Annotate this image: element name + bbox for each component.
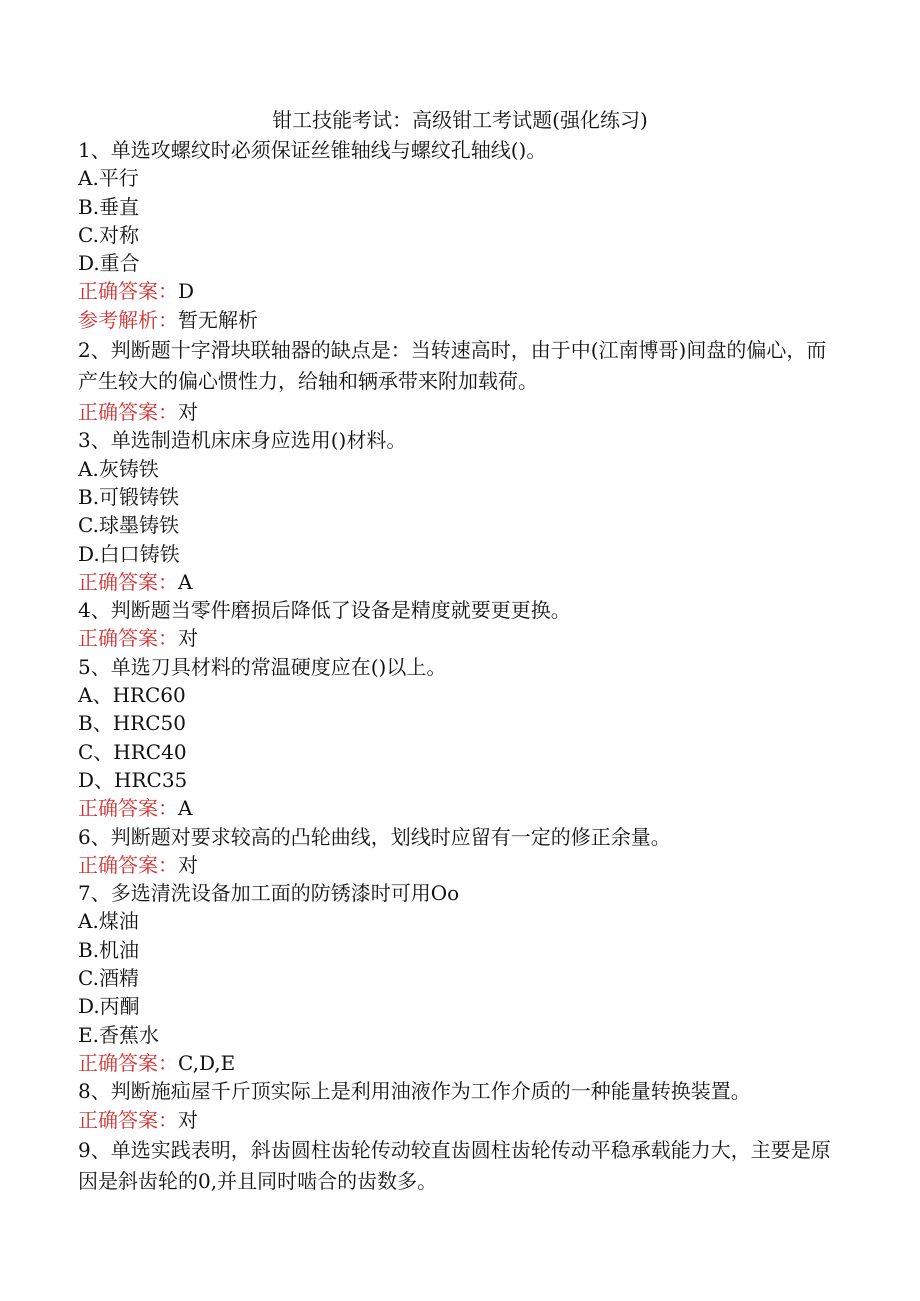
- answer-line: [78, 1106, 838, 1134]
- analysis-label: 参考解析：: [78, 307, 178, 332]
- option-line: B.垂直: [78, 194, 140, 219]
- answer-line: [78, 568, 838, 596]
- option-line: D.重合: [78, 251, 140, 276]
- answer-value: 对: [178, 852, 198, 877]
- option-line: A、HRC60: [78, 683, 186, 708]
- document-title: 钳工技能考试：高级钳工考试题(强化练习): [272, 108, 648, 132]
- option-line: D、HRC35: [78, 767, 188, 792]
- option-line: A.平行: [78, 166, 139, 191]
- answer-line: [78, 398, 838, 426]
- option-line: C、HRC40: [78, 739, 187, 764]
- answer-label: 正确答案：: [78, 400, 178, 425]
- answer-label: 正确答案：: [78, 852, 178, 877]
- answer-value: 对: [178, 626, 198, 651]
- question-stem: 7、多选清洗设备加工面的防锈漆时可用Oo: [78, 881, 460, 906]
- answer-value: A: [178, 569, 193, 594]
- answer-value: C,D,E: [178, 1050, 236, 1075]
- option-line: B.机油: [78, 937, 140, 962]
- analysis-value: 暂无解析: [178, 307, 258, 332]
- option-line: B.可锻铸铁: [78, 484, 180, 509]
- question-stem: 4、判断题当零件磨损后降低了设备是精度就要更更换。: [78, 598, 571, 623]
- option-line: D.丙酮: [78, 994, 140, 1019]
- answer-label: 正确答案：: [78, 279, 178, 304]
- question-stem: 6、判断题对要求较高的凸轮曲线，划线时应留有一定的修正余量。: [78, 824, 671, 849]
- option-line: C.酒精: [78, 966, 139, 991]
- answer-value: D: [178, 279, 195, 304]
- answer-line: [78, 277, 838, 305]
- option-line: B、HRC50: [78, 711, 186, 736]
- question-stem: 1、单选攻螺纹时必须保证丝锥轴线与螺纹孔轴线()。: [78, 138, 547, 162]
- answer-line: [78, 794, 838, 822]
- option-line: C.球墨铸铁: [78, 513, 179, 538]
- answer-line: [78, 851, 838, 879]
- answer-value: A: [178, 796, 193, 821]
- question-list: [78, 136, 838, 1198]
- answer-value: 对: [178, 1107, 198, 1132]
- analysis-line: [78, 306, 838, 334]
- question-stem: 8、判断施疝屋千斤顶实际上是利用油液作为工作介质的一种能量转换装置。: [78, 1079, 751, 1104]
- question-stem: 3、单选制造机床床身应选用()材料。: [78, 428, 407, 453]
- question-stem: 9、单选实践表明，斜齿圆柱齿轮传动较直齿圆柱齿轮传动平稳承载能力大，主要是原因是斜齿轮的0,并且同时啮合的齿数多。: [78, 1137, 831, 1193]
- option-line: A.灰铸铁: [78, 456, 159, 481]
- option-line: D.白口铸铁: [78, 541, 180, 566]
- question-stem: 5、单选刀具材料的常温硬度应在()以上。: [78, 654, 447, 679]
- answer-label: 正确答案：: [78, 569, 178, 594]
- answer-value: 对: [178, 400, 198, 425]
- option-line: E.香蕉水: [78, 1022, 159, 1047]
- answer-line: [78, 624, 838, 652]
- answer-label: 正确答案：: [78, 1050, 178, 1075]
- question-stem: 2、判断题十字滑块联轴器的缺点是：当转速高时，由于中(江南博哥)间盘的偏心，而产生较大的偏心惯性力，给轴和辆承带来附加载荷。: [78, 338, 827, 394]
- option-line: C.对称: [78, 222, 139, 247]
- answer-label: 正确答案：: [78, 1107, 178, 1132]
- answer-line: [78, 1049, 838, 1077]
- answer-label: 正确答案：: [78, 796, 178, 821]
- option-line: A.煤油: [78, 909, 139, 934]
- answer-label: 正确答案：: [78, 626, 178, 651]
